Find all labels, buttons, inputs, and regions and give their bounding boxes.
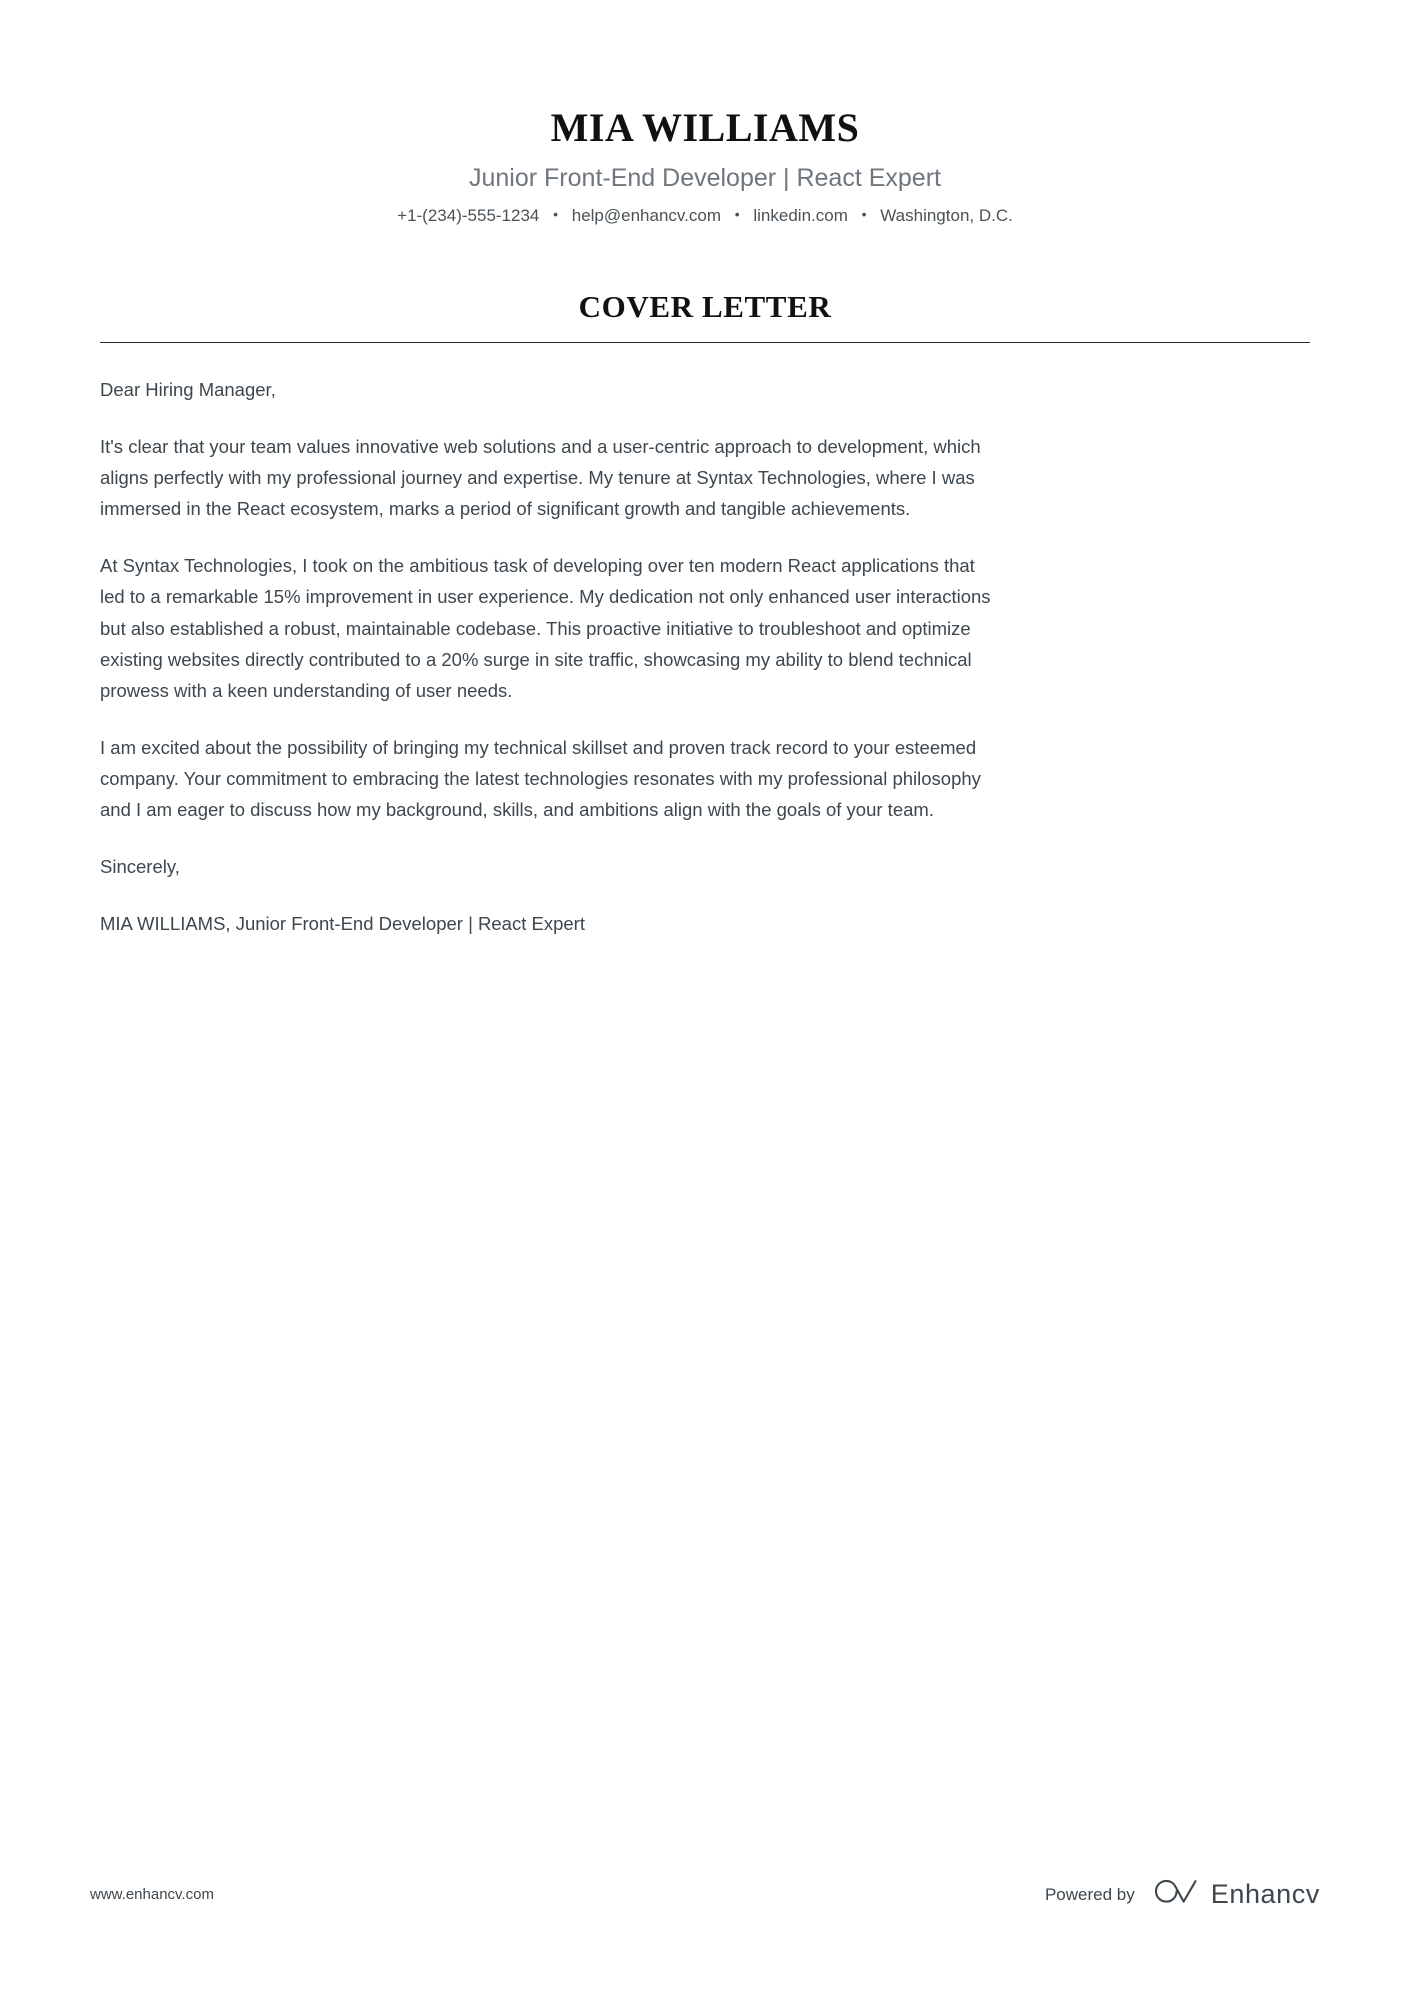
letter-closing: Sincerely, [100, 856, 180, 878]
contact-linkedin: linkedin.com [753, 206, 848, 225]
letter-header [0, 0, 1410, 224]
contact-email: help@enhancv.com [571, 206, 721, 225]
powered-by-label: Powered by [1044, 1884, 1135, 1904]
enhancv-brand[interactable] [1153, 1879, 1320, 1909]
contact-separator-icon: • [553, 206, 559, 222]
letter-paragraph: It's clear that your team values innovative web solutions and a user-centric approach to development, which aligns perfectly with my professional journey and expertise. My tenure at Syntax Technologies, where I was immersed in the React ecosystem, marks a period of significant growth and tangible achievements. [100, 436, 981, 520]
section-title: COVER LETTER [578, 289, 832, 324]
page-footer [0, 1845, 1410, 1995]
section-divider [100, 342, 1310, 343]
contact-separator-icon: • [861, 206, 867, 222]
contact-location: Washington, D.C. [880, 206, 1013, 225]
contact-separator-icon: • [734, 206, 740, 222]
enhancv-wordmark: Enhancv [1210, 1878, 1320, 1909]
letter-salutation: Dear Hiring Manager, [100, 379, 276, 401]
contact-line [0, 207, 1410, 224]
footer-branding [1045, 1879, 1320, 1909]
candidate-name: MIA WILLIAMS [550, 105, 860, 150]
contact-phone: +1-(234)-555-1234 [397, 206, 540, 225]
letter-paragraph: At Syntax Technologies, I took on the ambitious task of developing over ten modern React applications that led to a remarkable 15% improvement in user experience. My dedication not only enhanced user interactions but also established a robust, maintainable codebase. This proactive initiative to troubleshoot and optimize existing websites directly contributed to a 20% surge in site traffic, showcasing my ability to blend technical prowess with a keen understanding of user needs. [100, 555, 991, 701]
enhancv-logo-icon [1153, 1879, 1199, 1909]
letter-paragraph: I am excited about the possibility of bringing my technical skillset and proven track record to your esteemed company. Your commitment to embracing the latest technologies resonates with my professional philosophy and I am eager to discuss how my background, skills, and ambitions align with the goals of your team. [100, 736, 981, 820]
cover-letter-section-header [0, 290, 1410, 343]
letter-body [0, 374, 1410, 939]
candidate-job-title: Junior Front-End Developer | React Expert [469, 164, 941, 192]
letter-signature: MIA WILLIAMS, Junior Front-End Developer | React Expert [100, 913, 585, 935]
footer-website-url[interactable]: www.enhancv.com [90, 1885, 214, 1903]
